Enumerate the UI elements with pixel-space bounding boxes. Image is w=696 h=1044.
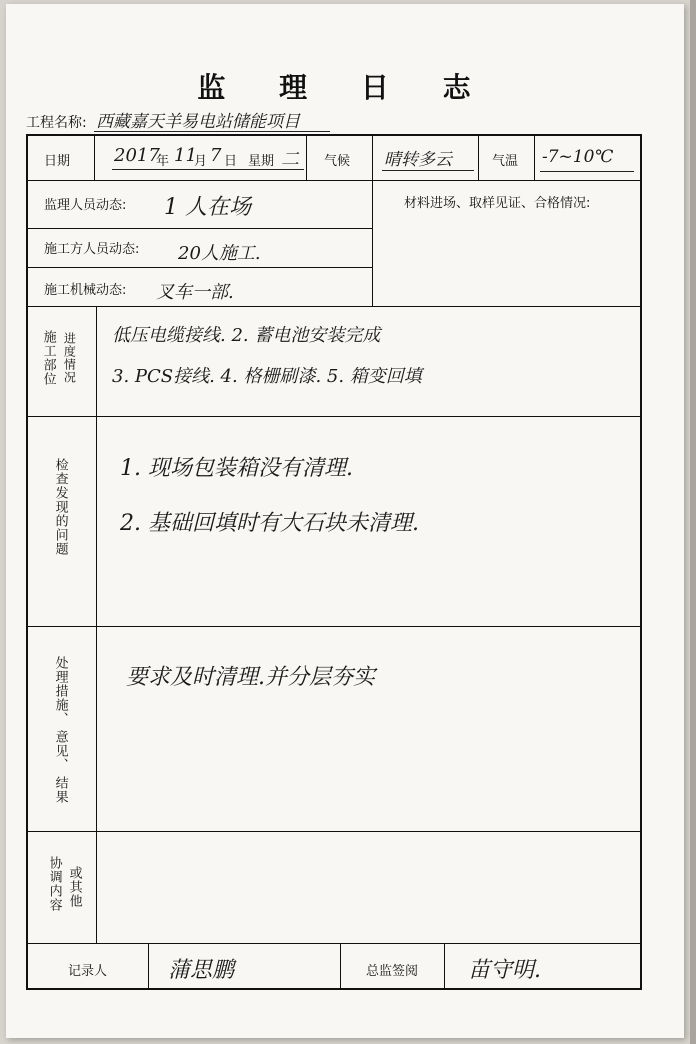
- col-divider: [94, 136, 95, 180]
- project-name-label: 工程名称:: [26, 115, 87, 131]
- recorder-label: 记录人: [68, 964, 108, 979]
- temperature-underline: [540, 171, 634, 172]
- coordination-label: 协调内容: [46, 856, 62, 912]
- col-divider: [478, 136, 479, 180]
- issue-line-2: 2. 基础回填时有大石块未清理.: [120, 511, 419, 536]
- progress-label-right: 进度情况: [62, 332, 77, 384]
- page-title: 监 理 日 志: [197, 71, 493, 104]
- row-divider: [28, 228, 372, 229]
- date-label: 日期: [44, 154, 71, 169]
- coordination-label-other: 或其他: [66, 866, 82, 908]
- materials-label: 材料进场、取样见证、合格情况:: [404, 196, 591, 211]
- col-divider: [96, 306, 97, 943]
- chief-review-label: 总监签阅: [366, 964, 419, 979]
- row-divider: [28, 306, 640, 307]
- row-divider: [28, 831, 640, 832]
- project-name-value: 西藏嘉天羊易电站储能项目: [96, 112, 300, 132]
- month-unit: 月: [194, 154, 208, 169]
- date-underline: [112, 169, 304, 170]
- progress-line-2: 3. PCS接线. 4. 格栅刷漆. 5. 箱变回填: [112, 366, 422, 387]
- row-divider: [28, 943, 640, 944]
- machinery-value: 叉车一部.: [156, 282, 234, 303]
- col-divider: [148, 943, 149, 988]
- weekday-label: 星期: [248, 154, 275, 169]
- supervision-staff-value: 1 人在场: [164, 195, 251, 220]
- log-form: [26, 134, 642, 990]
- issues-label: 检查发现的问题: [52, 458, 68, 556]
- day-value: 7: [210, 145, 222, 166]
- day-unit: 日: [224, 154, 238, 169]
- machinery-label: 施工机械动态:: [44, 283, 127, 298]
- measures-line-1: 要求及时清理.并分层夯实: [126, 665, 375, 690]
- temperature-label: 气温: [492, 154, 519, 169]
- chief-signature: 苗守明.: [468, 958, 541, 983]
- progress-line-1: 低压电缆接线. 2. 蓄电池安装完成: [112, 325, 381, 346]
- recorder-signature: 蒲思鹏: [168, 958, 235, 983]
- col-divider: [444, 943, 445, 988]
- weather-underline: [382, 170, 474, 171]
- measures-label-c: 结果: [52, 776, 68, 804]
- year-unit: 年: [156, 154, 170, 169]
- weather-label: 气候: [324, 154, 351, 169]
- issue-line-1: 1. 现场包装箱没有清理.: [120, 456, 353, 481]
- measures-label-a: 处理措施、: [52, 656, 68, 726]
- row-divider: [28, 416, 640, 417]
- row-divider: [28, 180, 640, 181]
- construction-staff-value: 20人施工.: [178, 243, 261, 264]
- page-edge: [690, 0, 696, 1044]
- col-divider: [340, 943, 341, 988]
- col-divider: [372, 136, 373, 306]
- year-value: 2017: [114, 145, 160, 166]
- row-divider: [28, 267, 372, 268]
- col-divider: [534, 136, 535, 180]
- project-name-underline: [94, 131, 330, 132]
- col-divider: [306, 136, 307, 180]
- measures-label-b: 意见、: [52, 730, 68, 772]
- month-value: 11: [174, 145, 197, 166]
- weather-value: 晴转多云: [384, 150, 452, 170]
- construction-staff-label: 施工方人员动态:: [44, 242, 140, 257]
- row-divider: [28, 626, 640, 627]
- weekday-value: 二: [281, 149, 299, 170]
- progress-label-left: 施工部位: [40, 330, 56, 386]
- log-sheet: [6, 4, 684, 1038]
- supervision-staff-label: 监理人员动态:: [44, 198, 127, 213]
- temperature-value: -7~10℃: [542, 147, 614, 167]
